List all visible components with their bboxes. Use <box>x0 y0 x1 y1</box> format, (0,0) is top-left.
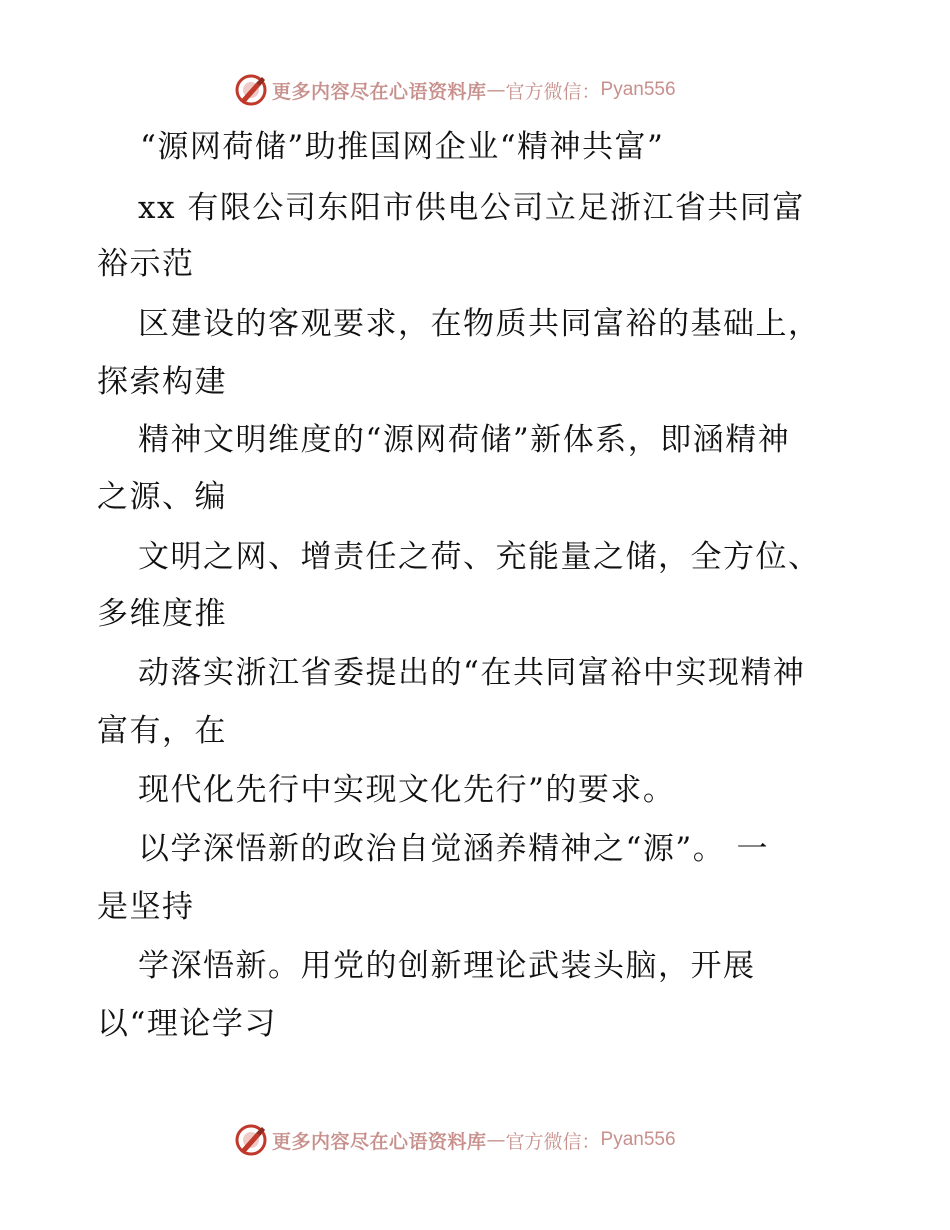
paragraph-line: 以“理论学习 <box>97 1006 277 1042</box>
pen-logo-icon <box>234 1123 268 1157</box>
paragraph-line: 区建设的客观要求，在物质共同富裕的基础上， <box>138 306 821 342</box>
watermark-footer <box>234 1122 676 1158</box>
watermark-separator: — <box>486 1129 506 1151</box>
watermark-separator: — <box>486 79 506 101</box>
paragraph-line: 之源、编 <box>97 479 227 515</box>
paragraph-line: 是坚持 <box>97 889 195 925</box>
paragraph-line: 精神文明维度的“源网荷储”新体系，即涵精神 <box>138 422 791 458</box>
watermark-wechat-id: Pyan556 <box>600 79 676 100</box>
paragraph-line: 现代化先行中实现文化先行”的要求。 <box>138 772 676 808</box>
paragraph-line: 富有，在 <box>97 713 227 749</box>
paragraph-line: 学深悟新。用党的创新理论武装头脑，开展 <box>138 948 756 984</box>
pen-logo-icon <box>234 73 268 107</box>
watermark-wechat-id: Pyan556 <box>600 1129 676 1150</box>
paragraph-line: 文明之网、增责任之荷、充能量之储，全方位、 <box>138 539 821 575</box>
paragraph-line: 探索构建 <box>97 364 227 400</box>
watermark-text: 更多内容尽在心语资料库 <box>272 1130 487 1153</box>
paragraph-line: 动落实浙江省委提出的“在共同富裕中实现精神 <box>138 655 806 691</box>
paragraph-line: xx 有限公司东阳市供电公司立足浙江省共同富 <box>138 190 805 226</box>
paragraph-line: 以学深悟新的政治自觉涵养精神之“源”。 一 <box>138 831 770 867</box>
watermark-label: 官方微信： <box>505 1130 601 1153</box>
document-title: “源网荷储”助推国网企业“精神共富” <box>140 129 665 165</box>
paragraph-line: 裕示范 <box>97 246 195 282</box>
watermark-header <box>234 72 676 108</box>
paragraph-line: 多维度推 <box>97 596 227 632</box>
watermark-label: 官方微信： <box>505 80 601 103</box>
watermark-text: 更多内容尽在心语资料库 <box>272 80 487 103</box>
